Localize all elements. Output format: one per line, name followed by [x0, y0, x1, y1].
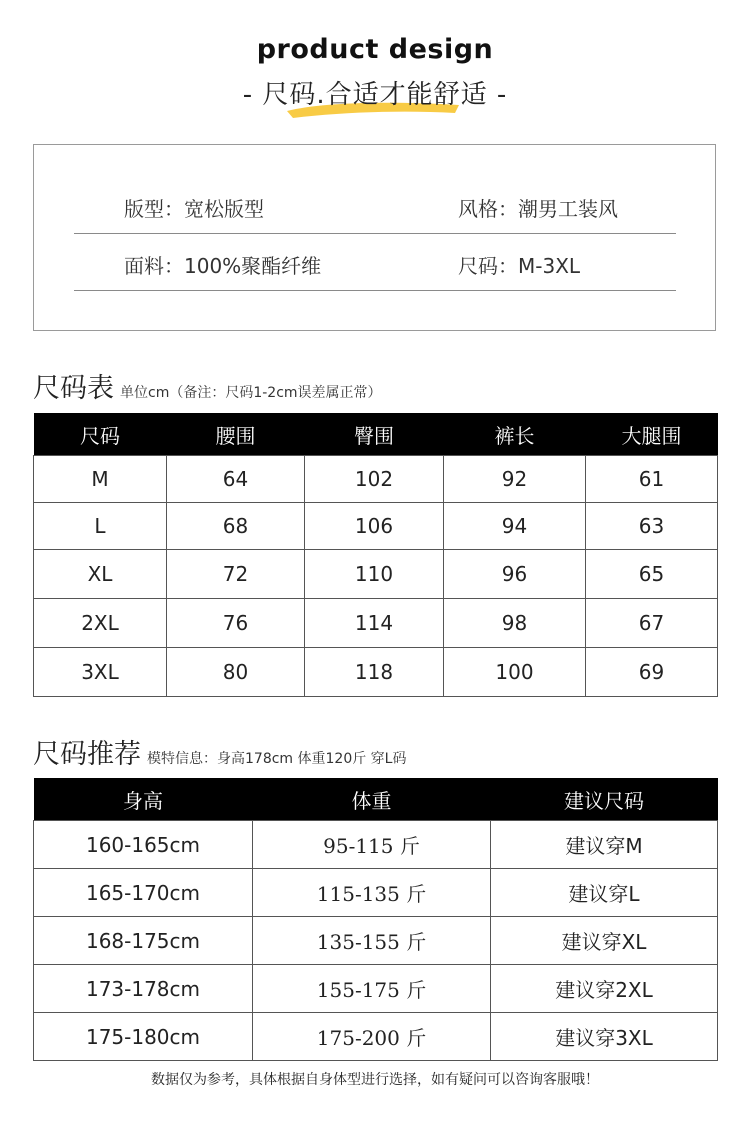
recommend-heading	[33, 732, 406, 771]
table-cell: 173-178cm	[34, 965, 253, 1013]
column-header: 大腿围	[586, 413, 718, 456]
column-header: 体重	[253, 778, 491, 821]
table-cell: 100	[444, 648, 586, 697]
table-row	[34, 599, 718, 648]
column-header: 裤长	[444, 413, 586, 456]
table-cell: 69	[586, 648, 718, 697]
table-cell: 135-155 斤	[253, 917, 491, 965]
table-row	[34, 456, 718, 503]
table-cell: 建议穿3XL	[491, 1013, 718, 1061]
table-cell: L	[34, 503, 167, 550]
table-cell: 118	[305, 648, 444, 697]
title-chinese: - 尺码.合适才能舒适 -	[242, 80, 508, 110]
size-chart-note: 单位cm（备注：尺码1-2cm误差属正常）	[120, 385, 382, 401]
table-row	[34, 917, 718, 965]
recommend-note: 模特信息：身高178cm 体重120斤 穿L码	[147, 751, 407, 767]
table-cell: 92	[444, 456, 586, 503]
footer-disclaimer: 数据仅为参考，具体根据自身体型进行选择，如有疑问可以咨询客服哦！	[151, 1072, 599, 1088]
table-cell: 175-180cm	[34, 1013, 253, 1061]
table-row	[34, 648, 718, 697]
table-cell: 63	[586, 503, 718, 550]
table-cell: 80	[167, 648, 305, 697]
table-cell: 95-115 斤	[253, 821, 491, 869]
table-row	[34, 869, 718, 917]
size-recommend-table	[33, 778, 718, 1061]
table-cell: 建议穿XL	[491, 917, 718, 965]
info-row	[74, 177, 676, 234]
recommend-title: 尺码推荐	[33, 739, 141, 770]
table-cell: XL	[34, 550, 167, 599]
column-header: 尺码	[34, 413, 167, 456]
size-chart-heading	[33, 366, 382, 405]
table-cell: 76	[167, 599, 305, 648]
column-header: 臀围	[305, 413, 444, 456]
table-cell: 72	[167, 550, 305, 599]
table-cell: 114	[305, 599, 444, 648]
info-style: 风格：潮男工装风	[458, 197, 618, 221]
table-cell: 61	[586, 456, 718, 503]
table-row	[34, 550, 718, 599]
table-cell: 168-175cm	[34, 917, 253, 965]
table-cell: 98	[444, 599, 586, 648]
table-cell: 2XL	[34, 599, 167, 648]
table-cell: 建议穿L	[491, 869, 718, 917]
table-row	[34, 1013, 718, 1061]
size-chart-title: 尺码表	[33, 373, 114, 404]
table-row	[34, 821, 718, 869]
table-cell: 106	[305, 503, 444, 550]
info-size-range: 尺码：M-3XL	[458, 254, 581, 278]
size-chart-table	[33, 413, 718, 697]
info-row	[74, 234, 676, 291]
table-cell: 建议穿2XL	[491, 965, 718, 1013]
header	[0, 0, 750, 130]
title-english: product design	[256, 34, 494, 65]
column-header: 腰围	[167, 413, 305, 456]
table-cell: 175-200 斤	[253, 1013, 491, 1061]
table-row	[34, 503, 718, 550]
product-info-box	[33, 144, 716, 331]
table-cell: 3XL	[34, 648, 167, 697]
table-cell: 115-135 斤	[253, 869, 491, 917]
table-cell: 102	[305, 456, 444, 503]
table-cell: 96	[444, 550, 586, 599]
column-header: 身高	[34, 778, 253, 821]
table-header-row	[34, 413, 718, 456]
info-fabric: 面料：100%聚酯纤维	[124, 254, 322, 278]
table-cell: 165-170cm	[34, 869, 253, 917]
table-cell: 64	[167, 456, 305, 503]
table-cell: 155-175 斤	[253, 965, 491, 1013]
table-header-row	[34, 778, 718, 821]
table-row	[34, 965, 718, 1013]
column-header: 建议尺码	[491, 778, 718, 821]
table-cell: 65	[586, 550, 718, 599]
table-cell: 110	[305, 550, 444, 599]
table-cell: 建议穿M	[491, 821, 718, 869]
table-cell: 67	[586, 599, 718, 648]
table-cell: M	[34, 456, 167, 503]
table-cell: 160-165cm	[34, 821, 253, 869]
info-fit: 版型：宽松版型	[124, 197, 264, 221]
table-cell: 94	[444, 503, 586, 550]
table-cell: 68	[167, 503, 305, 550]
